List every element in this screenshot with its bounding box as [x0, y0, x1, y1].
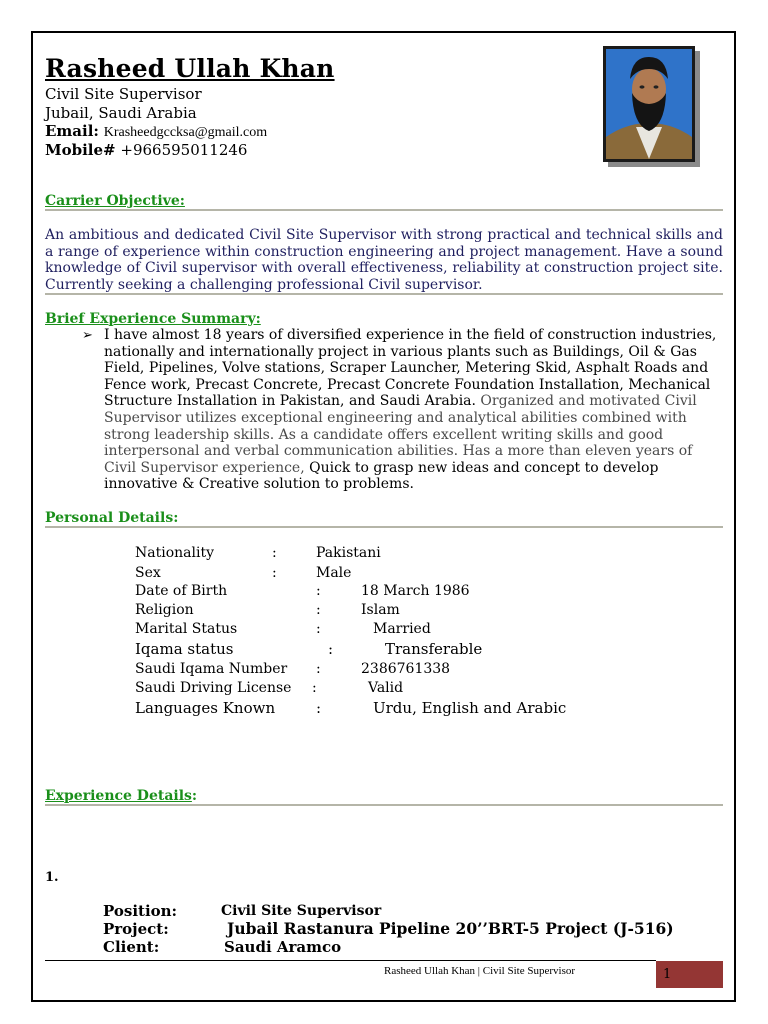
colon: :: [316, 602, 321, 618]
personal-row: [135, 640, 483, 658]
email-line: [45, 122, 267, 142]
colon: :: [316, 699, 322, 717]
colon: :: [316, 583, 321, 599]
personal-value: Islam: [361, 602, 400, 618]
colon: :: [316, 661, 321, 677]
personal-label: Religion: [135, 602, 194, 618]
personal-row: [135, 582, 470, 600]
personal-row: [135, 660, 451, 678]
experience-item-number: 1.: [45, 870, 59, 885]
personal-row: [135, 620, 431, 638]
summary-part-3: Quick to grasp new ideas and concept to develop innovative & Creative solution to problems.: [104, 459, 659, 493]
footer-text: Rasheed Ullah Khan | Civil Site Supervisor: [384, 965, 576, 977]
personal-value: Pakistani: [316, 545, 381, 561]
personal-row: [135, 544, 381, 562]
experience-heading-colon: :: [191, 788, 198, 804]
colon: :: [316, 621, 321, 637]
project-label: Project:: [103, 920, 169, 938]
summary-part-1: I have almost 18 years of diversified experience in the field of construction industries, nationally and internationally project in various plants such as Buildings, Oil & Gas Field, Pipelines, Volve stations, Scraper Launcher, Metering Skid, Asphalt Roads and Fence work, Precast Concrete, Precast Concrete Foundation Installation, Mechanical Structure Installation in Pakistan, and Saudi Arabia.: [104, 327, 717, 410]
page-number: 1: [663, 967, 672, 982]
personal-rule: [45, 526, 723, 528]
personal-row: [135, 564, 352, 582]
position-label: Position:: [103, 902, 178, 920]
personal-label: Languages Known: [135, 699, 276, 717]
personal-value: Valid: [368, 680, 404, 696]
position-value: Civil Site Supervisor: [221, 903, 382, 919]
personal-value: Male: [316, 565, 352, 581]
page-number-box: [656, 961, 723, 988]
profile-photo-image: [606, 49, 692, 159]
mobile-line: [45, 141, 247, 160]
personal-row: [135, 699, 567, 717]
colon: :: [328, 640, 334, 658]
colon: :: [272, 565, 277, 581]
mobile-value: +966595011246: [120, 141, 248, 159]
experience-heading: Experience Details: [45, 788, 192, 804]
job-title: Civil Site Supervisor: [45, 85, 202, 103]
profile-photo: [603, 46, 695, 162]
colon: :: [312, 680, 317, 696]
mobile-label: Mobile#: [45, 141, 116, 159]
email-label: Email:: [45, 122, 99, 140]
project-value: Jubail Rastanura Pipeline 20’’BRT-5 Project (J-516): [227, 919, 674, 938]
client-label: Client:: [103, 938, 160, 956]
personal-value: Urdu, English and Arabic: [373, 699, 567, 717]
personal-label: Nationality: [135, 545, 214, 561]
objective-text: An ambitious and dedicated Civil Site Supervisor with strong practical and technical skills and a range of experience within construction engineering and project management. Have a sound knowledge of Civil supervisor with overall effectiveness, reliability at construction project site. Currently seeking a challenging professional Civil supervisor.: [45, 227, 723, 293]
bullet-arrow-icon: ➢: [82, 328, 93, 343]
experience-rule: [45, 804, 723, 806]
client-value: Saudi Aramco: [224, 938, 342, 956]
personal-label: Marital Status: [135, 621, 238, 637]
objective-rule: [45, 209, 723, 211]
candidate-name: Rasheed Ullah Khan: [45, 54, 335, 83]
location: Jubail, Saudi Arabia: [45, 104, 197, 122]
personal-label: Saudi Driving License: [135, 680, 292, 696]
footer-rule: [45, 960, 656, 961]
personal-value: Married: [373, 621, 431, 637]
personal-label: Iqama status: [135, 640, 234, 658]
personal-label: Saudi Iqama Number: [135, 661, 288, 677]
objective-heading: Carrier Objective:: [45, 193, 185, 209]
personal-heading: Personal Details:: [45, 510, 179, 526]
summary-text: [104, 327, 722, 493]
personal-value: 2386761338: [361, 661, 451, 677]
objective-bottom-rule: [45, 293, 723, 295]
personal-value: Transferable: [385, 640, 483, 658]
colon: :: [272, 545, 277, 561]
experience-heading-line: [45, 788, 197, 804]
personal-label: Date of Birth: [135, 583, 228, 599]
personal-row: [135, 679, 404, 697]
personal-value: 18 March 1986: [361, 583, 470, 599]
summary-heading: Brief Experience Summary:: [45, 311, 261, 327]
personal-row: [135, 601, 400, 619]
summary-part-2: Organized and motivated Civil Supervisor utilizes exceptional engineering and analytical abilities combined with strong leadership skills. As a candidate offers excellent writing skills and good interpersonal and verbal communication abilities. Has a more than eleven years of Civil Supervisor experience,: [104, 393, 697, 476]
personal-label: Sex: [135, 565, 161, 581]
email-value: Krasheedgccksa@gmail.com: [103, 125, 268, 140]
